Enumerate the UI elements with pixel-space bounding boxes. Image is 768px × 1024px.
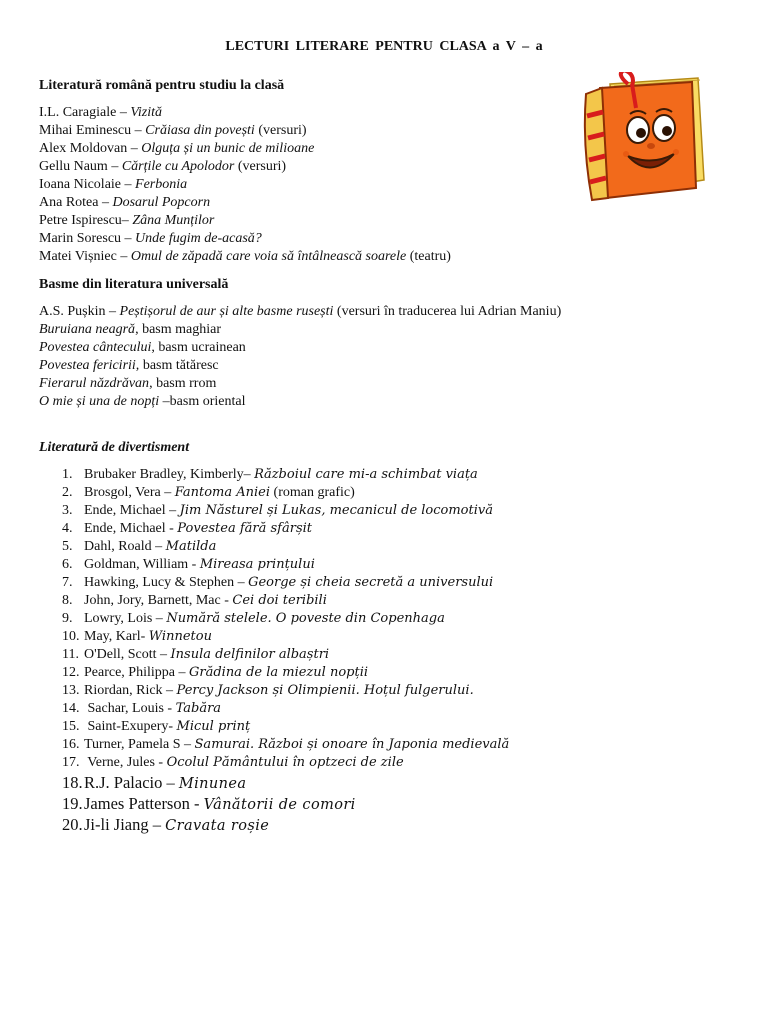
list-item: Ana Rotea – Dosarul Popcorn bbox=[39, 195, 211, 210]
romanian-literature-list bbox=[39, 104, 451, 266]
list-item: 12. Pearce, Philippa – Grădina de la miezul nopții bbox=[62, 665, 369, 680]
list-item: 2. Brosgol, Vera – Fantoma Aniei (roman grafic) bbox=[62, 485, 355, 500]
list-item: 15. Saint-Exupery- Micul prinț bbox=[62, 719, 251, 734]
list-item: I.L. Caragiale – Vizită bbox=[39, 105, 162, 120]
list-item: 3. Ende, Michael – Jim Năsturel și Lukas, mecanicul de locomotivă bbox=[62, 503, 493, 518]
list-item: Buruiana neagră, basm maghiar bbox=[39, 322, 221, 337]
list-item: 9. Lowry, Lois – Numără stelele. O poveste din Copenhaga bbox=[62, 611, 445, 626]
list-item: 7. Hawking, Lucy & Stephen – George și cheia secretă a universului bbox=[62, 575, 494, 590]
list-item: 11. O'Dell, Scott – Insula delfinilor albaștri bbox=[62, 647, 330, 662]
list-item: 8. John, Jory, Barnett, Mac - Cei doi teribili bbox=[62, 593, 327, 608]
fairy-tales-list bbox=[39, 303, 561, 411]
list-item: Alex Moldovan – Olguța și un bunic de milioane bbox=[39, 141, 315, 156]
page-title: LECTURI LITERARE PENTRU CLASA a V – a bbox=[225, 39, 543, 54]
list-item: 5. Dahl, Roald – Matilda bbox=[62, 539, 217, 554]
list-item: Fierarul năzdrăvan, basm rrom bbox=[39, 376, 217, 391]
list-item: 16. Turner, Pamela S – Samurai. Război și onoare în Japonia medievală bbox=[62, 737, 510, 752]
list-item: A.S. Pușkin – Peștișorul de aur și alte basme rusești (versuri în traducerea lui Adrian Maniu) bbox=[39, 304, 562, 319]
section-heading-entertainment: Literatură de divertisment bbox=[39, 440, 190, 455]
list-item: Ioana Nicolaie – Ferbonia bbox=[39, 177, 188, 192]
list-item: 4. Ende, Michael - Povestea fără sfârșit bbox=[62, 521, 313, 536]
list-item: Gellu Naum – Cărțile cu Apolodor (versuri) bbox=[39, 159, 287, 174]
list-item: 6. Goldman, William - Mireasa prințului bbox=[62, 557, 315, 572]
section-heading-romanian: Literatură română pentru studiu la clasă bbox=[39, 78, 285, 93]
smiling-book-icon bbox=[570, 72, 720, 204]
list-item: 1. Brubaker Bradley, Kimberly– Războiul care mi-a schimbat viața bbox=[62, 467, 478, 482]
entertainment-literature-list bbox=[62, 466, 509, 835]
list-item: O mie și una de nopți –basm oriental bbox=[39, 394, 246, 409]
list-item: Petre Ispirescu– Zâna Munților bbox=[39, 213, 215, 228]
list-item: Matei Vișniec – Omul de zăpadă care voia să întâlnească soarele (teatru) bbox=[39, 249, 451, 264]
list-item: 14. Sachar, Louis - Tabăra bbox=[62, 701, 222, 716]
list-item: 10. May, Karl- Winnetou bbox=[62, 629, 212, 644]
list-item: 20.Ji-li Jiang – Cravata roșie bbox=[62, 815, 270, 834]
list-item: Mihai Eminescu – Crăiasa din povești (versuri) bbox=[39, 123, 307, 138]
list-item: Povestea cântecului, basm ucrainean bbox=[39, 340, 246, 355]
list-item: Marin Sorescu – Unde fugim de-acasă? bbox=[39, 231, 262, 246]
list-item: 13. Riordan, Rick – Percy Jackson și Olimpienii. Hoțul fulgerului. bbox=[62, 683, 474, 698]
list-item: 17. Verne, Jules - Ocolul Pământului în optzeci de zile bbox=[62, 755, 404, 770]
list-item: 18.R.J. Palacio – Minunea bbox=[62, 773, 247, 792]
section-heading-fairy-tales: Basme din literatura universală bbox=[39, 277, 229, 292]
list-item: 19.James Patterson - Vânătorii de comori bbox=[62, 794, 356, 813]
list-item: Povestea fericirii, basm tătăresc bbox=[39, 358, 219, 373]
